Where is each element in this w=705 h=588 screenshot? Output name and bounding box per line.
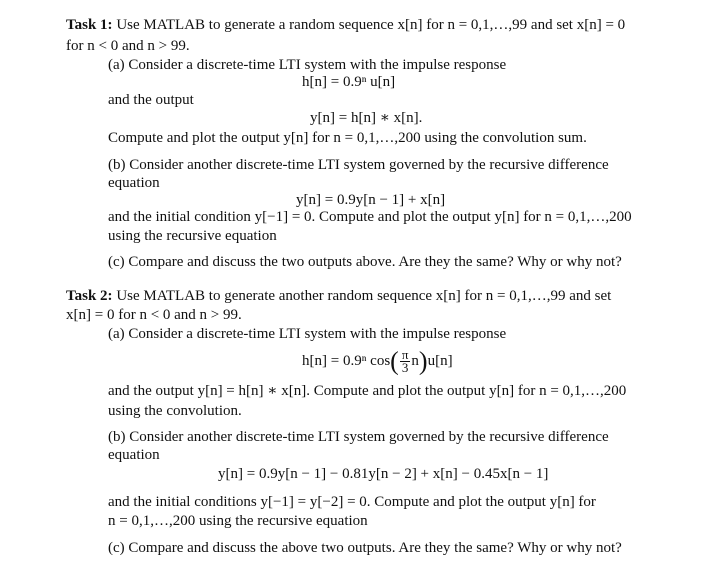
task1-part-c: (c) Compare and discuss the two outputs above. Are they the same? Why or why not? xyxy=(108,254,622,270)
task1-part-b-line1: (b) Consider another discrete-time LTI system governed by the recursive difference xyxy=(108,157,609,173)
task1-eq-output: y[n] = h[n] ∗ x[n]. xyxy=(310,110,423,126)
fraction-denominator: 3 xyxy=(401,360,409,375)
task1-part-b-line2: equation xyxy=(108,175,160,191)
task2-part-b-line2: equation xyxy=(108,447,160,463)
task1-eq-impulse: h[n] = 0.9ⁿ u[n] xyxy=(302,74,396,90)
task2-part-b-eq: y[n] = 0.9y[n − 1] − 0.81y[n − 2] + x[n] − 0.45x[n − 1] xyxy=(218,466,549,482)
task1-part-a-text: (a) Consider a discrete-time LTI system with the impulse response xyxy=(108,57,507,73)
task1-part-b-cond-line2: using the recursive equation xyxy=(108,228,277,244)
fraction-numerator: π xyxy=(401,347,409,362)
task2-eq-impulse xyxy=(302,346,453,376)
task1-title: Task 1: xyxy=(66,17,113,33)
task1-intro-text: Use MATLAB to generate a random sequence x[n] for n = 0,1,…,99 and set x[n] = 0 xyxy=(116,17,626,33)
task2-part-b-line1: (b) Consider another discrete-time LTI system governed by the recursive difference xyxy=(108,429,609,445)
task1-and-output: and the output xyxy=(108,92,194,108)
left-paren: ( xyxy=(390,346,399,376)
task2-part-b-cond-line1: and the initial conditions y[−1] = y[−2] = 0. Compute and plot the output y[n] for xyxy=(108,494,596,510)
task1-part-a-compute: Compute and plot the output y[n] for n = 0,1,…,200 using the convolution sum. xyxy=(108,130,587,146)
task2-part-a-output-line2: using the convolution. xyxy=(108,403,242,419)
task2-intro-line2: x[n] = 0 for n < 0 and n > 99. xyxy=(66,307,242,323)
task2-intro-text: Use MATLAB to generate another random sequence x[n] for n = 0,1,…,99 and set xyxy=(116,288,612,304)
task2-part-a-text: (a) Consider a discrete-time LTI system with the impulse response xyxy=(108,326,507,342)
task2-eq-impulse-pre: h[n] = 0.9ⁿ cos xyxy=(302,352,391,369)
task2-eq-impulse-end: u[n] xyxy=(427,352,453,369)
task2-part-b-cond-line2: n = 0,1,…,200 using the recursive equation xyxy=(108,513,368,529)
task2-title: Task 2: xyxy=(66,288,113,304)
task1-intro-line1 xyxy=(66,16,625,34)
task1-part-b-eq: y[n] = 0.9y[n − 1] + x[n] xyxy=(296,192,446,208)
task2-eq-impulse-post: n xyxy=(411,352,419,369)
right-paren: ) xyxy=(418,346,428,376)
task2-part-c: (c) Compare and discuss the above two outputs. Are they the same? Why or why not? xyxy=(108,540,622,556)
pi-over-3-fraction xyxy=(400,349,411,374)
task1-intro-line2: for n < 0 and n > 99. xyxy=(66,38,190,54)
task1-part-b-cond-line1: and the initial condition y[−1] = 0. Compute and plot the output y[n] for n = 0,1,…,200 xyxy=(108,209,632,225)
task2-intro-line1 xyxy=(66,287,611,305)
task2-part-a-output-line1: and the output y[n] = h[n] ∗ x[n]. Compute and plot the output y[n] for n = 0,1,…,200 xyxy=(108,383,627,399)
